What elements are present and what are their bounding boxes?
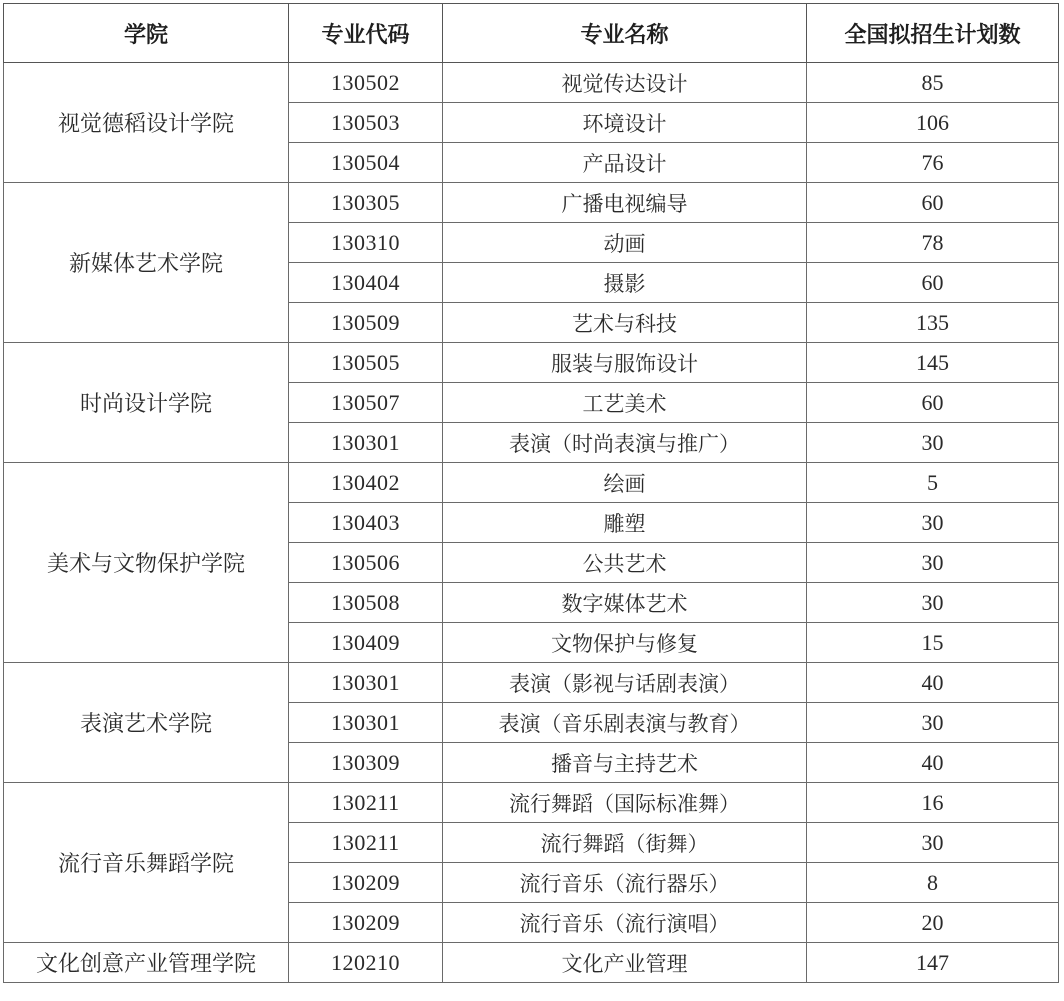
quota-cell: 85 xyxy=(807,63,1059,103)
table-row xyxy=(4,783,1059,823)
major-name-cell: 表演（影视与话剧表演） xyxy=(443,663,807,703)
major-name-cell: 流行舞蹈（国际标准舞） xyxy=(443,783,807,823)
major-code-cell: 130509 xyxy=(289,303,443,343)
major-code-cell: 130211 xyxy=(289,823,443,863)
major-name-cell: 流行舞蹈（街舞） xyxy=(443,823,807,863)
major-name-cell: 播音与主持艺术 xyxy=(443,743,807,783)
major-code-cell: 130209 xyxy=(289,903,443,943)
college-cell: 时尚设计学院 xyxy=(4,343,289,463)
major-code-cell: 130508 xyxy=(289,583,443,623)
college-cell: 美术与文物保护学院 xyxy=(4,463,289,663)
major-code-cell: 130409 xyxy=(289,623,443,663)
major-code-cell: 130503 xyxy=(289,103,443,143)
quota-cell: 76 xyxy=(807,143,1059,183)
quota-cell: 30 xyxy=(807,583,1059,623)
quota-cell: 30 xyxy=(807,503,1059,543)
college-cell: 新媒体艺术学院 xyxy=(4,183,289,343)
major-name-cell: 绘画 xyxy=(443,463,807,503)
quota-cell: 147 xyxy=(807,943,1059,983)
major-code-cell: 130209 xyxy=(289,863,443,903)
college-cell: 文化创意产业管理学院 xyxy=(4,943,289,983)
header-major-name: 专业名称 xyxy=(443,4,807,63)
major-name-cell: 表演（音乐剧表演与教育） xyxy=(443,703,807,743)
major-code-cell: 130502 xyxy=(289,63,443,103)
major-code-cell: 130506 xyxy=(289,543,443,583)
major-code-cell: 130404 xyxy=(289,263,443,303)
quota-cell: 5 xyxy=(807,463,1059,503)
quota-cell: 16 xyxy=(807,783,1059,823)
major-name-cell: 文物保护与修复 xyxy=(443,623,807,663)
major-code-cell: 130301 xyxy=(289,423,443,463)
quota-cell: 78 xyxy=(807,223,1059,263)
major-code-cell: 130305 xyxy=(289,183,443,223)
major-name-cell: 广播电视编导 xyxy=(443,183,807,223)
quota-cell: 60 xyxy=(807,383,1059,423)
major-name-cell: 产品设计 xyxy=(443,143,807,183)
major-name-cell: 流行音乐（流行器乐） xyxy=(443,863,807,903)
major-code-cell: 130211 xyxy=(289,783,443,823)
quota-cell: 30 xyxy=(807,823,1059,863)
major-name-cell: 环境设计 xyxy=(443,103,807,143)
major-code-cell: 130310 xyxy=(289,223,443,263)
major-name-cell: 动画 xyxy=(443,223,807,263)
table-row xyxy=(4,663,1059,703)
header-quota: 全国拟招生计划数 xyxy=(807,4,1059,63)
table-row xyxy=(4,343,1059,383)
quota-cell: 8 xyxy=(807,863,1059,903)
table-row xyxy=(4,943,1059,983)
quota-cell: 145 xyxy=(807,343,1059,383)
quota-cell: 135 xyxy=(807,303,1059,343)
major-name-cell: 雕塑 xyxy=(443,503,807,543)
header-college: 学院 xyxy=(4,4,289,63)
quota-cell: 106 xyxy=(807,103,1059,143)
header-major-code: 专业代码 xyxy=(289,4,443,63)
major-name-cell: 视觉传达设计 xyxy=(443,63,807,103)
major-name-cell: 文化产业管理 xyxy=(443,943,807,983)
table-row xyxy=(4,183,1059,223)
quota-cell: 40 xyxy=(807,743,1059,783)
major-code-cell: 130403 xyxy=(289,503,443,543)
quota-cell: 30 xyxy=(807,543,1059,583)
table-row xyxy=(4,463,1059,503)
quota-cell: 20 xyxy=(807,903,1059,943)
quota-cell: 40 xyxy=(807,663,1059,703)
college-cell: 表演艺术学院 xyxy=(4,663,289,783)
major-code-cell: 130301 xyxy=(289,663,443,703)
major-name-cell: 工艺美术 xyxy=(443,383,807,423)
college-cell: 视觉德稻设计学院 xyxy=(4,63,289,183)
major-code-cell: 130402 xyxy=(289,463,443,503)
major-name-cell: 摄影 xyxy=(443,263,807,303)
quota-cell: 30 xyxy=(807,703,1059,743)
table-row xyxy=(4,63,1059,103)
quota-cell: 15 xyxy=(807,623,1059,663)
college-cell: 流行音乐舞蹈学院 xyxy=(4,783,289,943)
major-code-cell: 130309 xyxy=(289,743,443,783)
major-name-cell: 艺术与科技 xyxy=(443,303,807,343)
table-header-row xyxy=(4,4,1059,63)
quota-cell: 30 xyxy=(807,423,1059,463)
quota-cell: 60 xyxy=(807,263,1059,303)
table-body xyxy=(4,63,1059,983)
major-name-cell: 公共艺术 xyxy=(443,543,807,583)
major-code-cell: 130507 xyxy=(289,383,443,423)
major-code-cell: 130504 xyxy=(289,143,443,183)
major-name-cell: 数字媒体艺术 xyxy=(443,583,807,623)
major-code-cell: 130505 xyxy=(289,343,443,383)
enrollment-plan-table xyxy=(3,3,1059,983)
major-code-cell: 130301 xyxy=(289,703,443,743)
major-code-cell: 120210 xyxy=(289,943,443,983)
quota-cell: 60 xyxy=(807,183,1059,223)
major-name-cell: 表演（时尚表演与推广） xyxy=(443,423,807,463)
major-name-cell: 服装与服饰设计 xyxy=(443,343,807,383)
major-name-cell: 流行音乐（流行演唱） xyxy=(443,903,807,943)
